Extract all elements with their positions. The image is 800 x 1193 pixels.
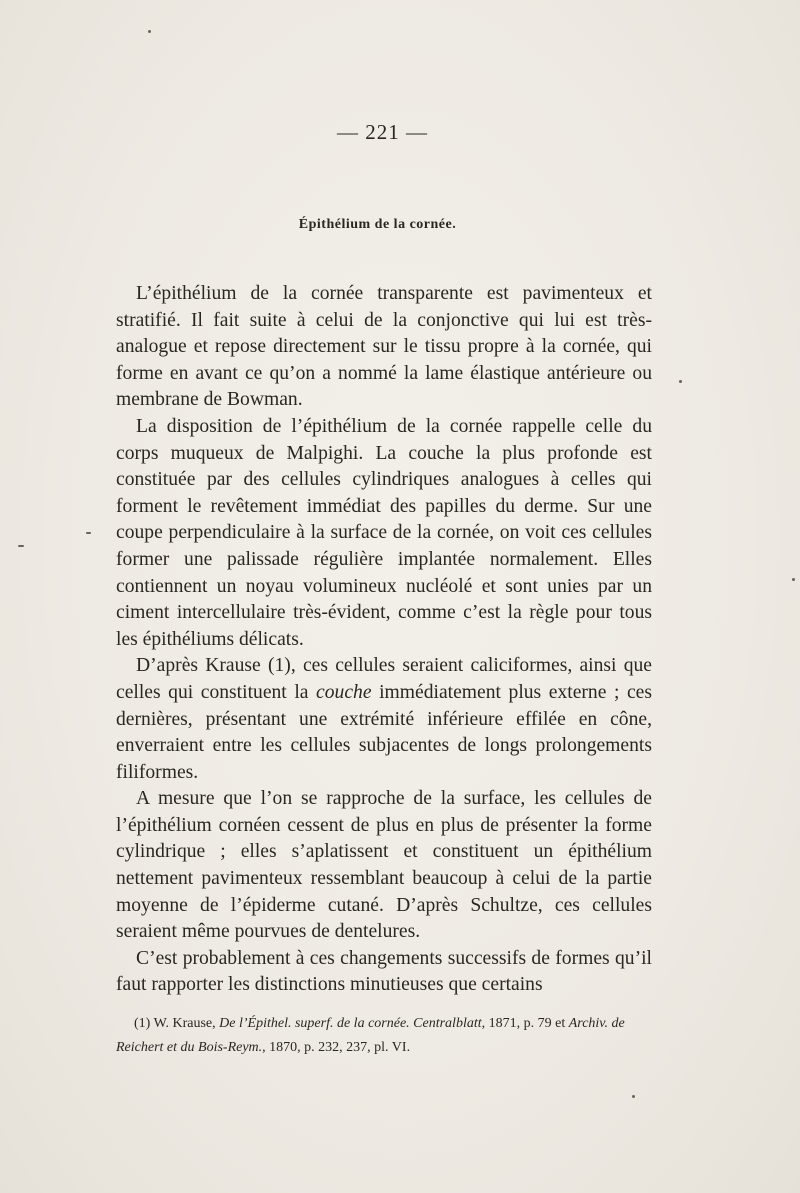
footnote-marker: (1) W. Krause, — [134, 1016, 220, 1031]
footnote-text-1: , 1871, p. 79 — [481, 1016, 552, 1031]
footnote-line — [116, 1012, 652, 1060]
footnote-title-2: Archiv. de Reichert et du Bois-Reym. — [116, 1016, 625, 1055]
paragraph-3-start: D’après Krause (1), ces cellules seraient caliciformes, ainsi que celles qui constituent la — [116, 655, 652, 703]
body-text — [116, 281, 652, 999]
paragraph-4: A mesure que l’on se rapproche de la surface, les cellules de l’épithélium cornéen cessent de plus en plus de présenter la forme cylindrique ; elles s’aplatissent et constituent un épithélium nettement pavimenteux ressemblant beaucoup à celui de la partie moyenne de l’épiderme cutané. D’après Schultze, ces cellules seraient même pourvues de dentelures. — [116, 788, 652, 943]
footnote-join: et — [555, 1016, 569, 1031]
paper-speck — [792, 578, 795, 581]
paragraph-3 — [116, 653, 652, 786]
footnote-title-1: De l’Épithel. superf. de la cornée. Centralblatt — [219, 1016, 482, 1031]
section-heading: Épithélium de la cornée. — [298, 217, 457, 232]
paragraph-3-end: immédiatement plus externe ; ces dernières, présentant une extrémité inférieure effilée en cône, enverraient entre les cellules subjacentes de longs prolongements filiformes. — [116, 681, 652, 783]
paper-speck — [148, 30, 151, 33]
footnote-text-2: , 1870, p. 232, 237, pl. VI. — [262, 1040, 411, 1055]
paragraph-1: L’épithélium de la cornée transparente est pavimenteux et stratifié. Il fait suite à celui de la conjonctive qui lui est très-analogue et repose directement sur le tissu propre à la cornée, qui forme en avant ce qu’on a nommé la lame élastique antérieure ou membrane de Bowman. — [116, 283, 652, 411]
paper-speck — [18, 545, 24, 547]
paper-speck — [632, 1095, 635, 1098]
footnote — [116, 1012, 652, 1060]
paragraph-5: C’est probablement à ces changements successifs de formes qu’il faut rapporter les distinctions minutieuses que certains — [116, 947, 652, 996]
paper-speck — [86, 532, 91, 534]
paragraph-3-italic: couche — [316, 681, 372, 703]
paragraph-2: La disposition de l’épithélium de la cornée rappelle celle du corps muqueux de Malpighi. La couche la plus profonde est constituée par des cellules cylindriques analogues à celles qui forment le revêtement immédiat des papilles du derme. Sur une coupe perpendiculaire à la surface de la cornée, on voit ces cellules former une palissade régulière implantée normalement. Elles contiennent un noyau volumineux nucléolé et sont unies par un ciment intercellulaire très-évident, comme c’est la règle pour tous les épithéliums délicats. — [116, 415, 652, 650]
page-number: — 221 — — [337, 120, 428, 144]
paper-speck — [679, 380, 682, 383]
